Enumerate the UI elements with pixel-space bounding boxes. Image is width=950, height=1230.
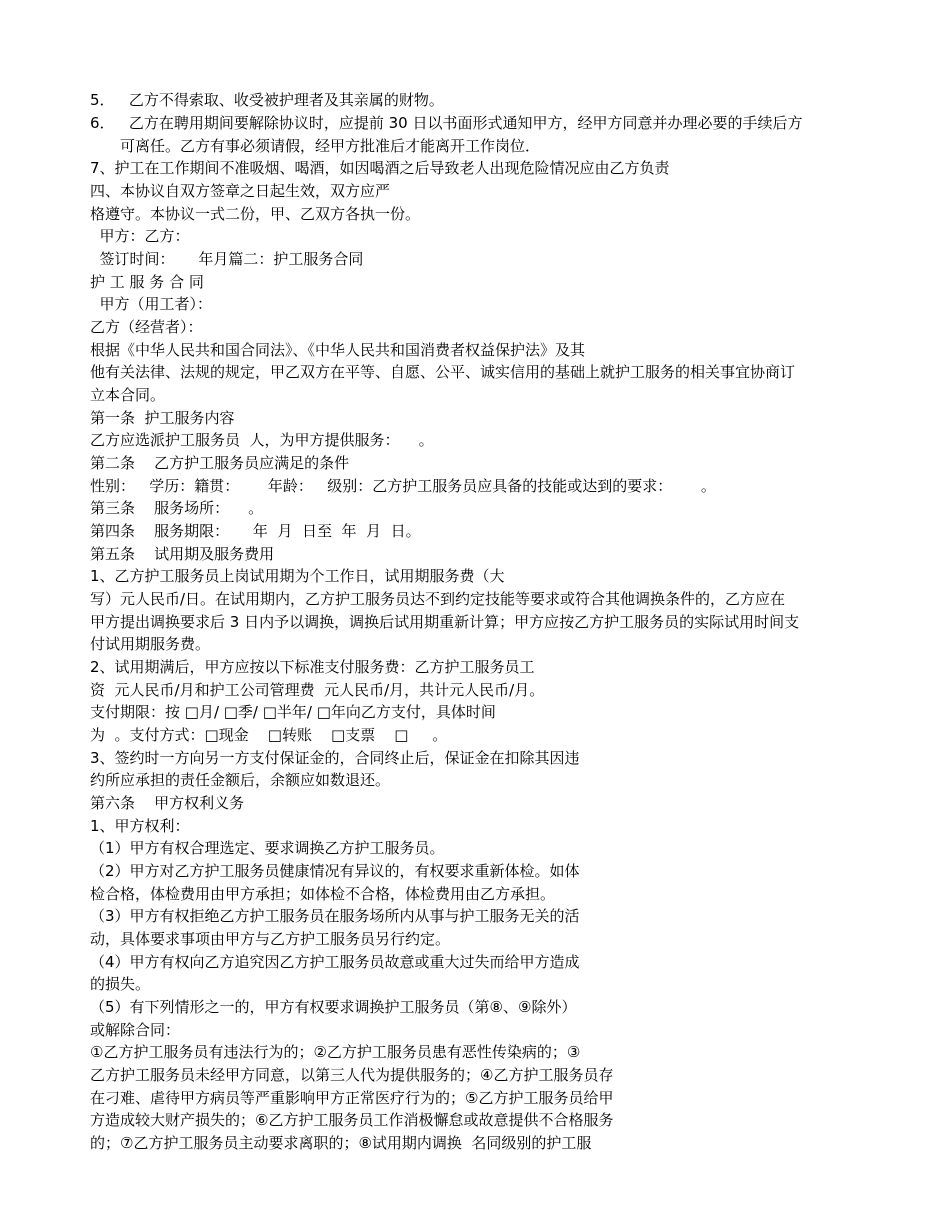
text-line: 乙方护工服务员未经甲方同意，以第三人代为提供服务的；④乙方护工服务员存 [90, 1066, 614, 1084]
text-line: 立本合同。 [90, 386, 166, 404]
text-line: （3）甲方有权拒绝乙方护工服务员在服务场所内从事与护工服务无关的活 [90, 907, 580, 925]
text-line: 甲方（用工者）： [90, 295, 213, 313]
contract-title: 护 工 服 务 合 同 [90, 273, 204, 291]
text-line: 四、本协议自双方签章之日起生效，双方应严 [90, 182, 391, 200]
section-heading: 第二条 乙方护工服务员应满足的条件 [90, 454, 350, 472]
text-line: 付试用期服务费。 [90, 635, 211, 653]
text-line: 根据《中华人民共和国合同法》、《中华人民共和国消费者权益保护法》及其 [90, 341, 586, 359]
text-line: 检合格，体检费用由甲方承担；如体检不合格，体检费用由乙方承担。 [90, 885, 556, 903]
text-line: 方造成较大财产损失的；⑥乙方护工服务员工作消极懈怠或故意提供不合格服务 [90, 1111, 614, 1129]
section-heading: 第六条 甲方权利义务 [90, 794, 245, 812]
text-line: 为 。支付方式：□现金 □转账 □支票 □ 。 [90, 726, 448, 744]
text-line: （5）有下列情形之一的，甲方有权要求调换护工服务员（第⑧、⑨除外） [90, 998, 577, 1016]
text-line: 甲方：乙方： [90, 227, 190, 245]
section-heading: 第三条 服务场所： 。 [90, 499, 264, 517]
text-line: 7、护工在工作期间不准吸烟、喝酒，如因喝酒之后导致老人出现危险情况应由乙方负责 [90, 159, 670, 177]
text-line: 在刁难、虐待甲方病员等严重影响甲方正常医疗行为的；⑤乙方护工服务员给甲 [90, 1089, 614, 1107]
text-line: 约所应承担的责任金额后，余额应如数退还。 [90, 771, 391, 789]
text-line: 性别： 学历：籍贯： 年龄： 级别：乙方护工服务员应具备的技能或达到的要求： 。 [90, 477, 716, 495]
text-line: 签订时间： 年月篇二：护工服务合同 [90, 250, 364, 268]
text-line: 5． 乙方不得索取、收受被护理者及其亲属的财物。 [90, 91, 444, 109]
text-line: 乙方应选派护工服务员 人，为甲方提供服务： 。 [90, 431, 434, 449]
text-line: 的损失。 [90, 975, 151, 993]
text-line: 他有关法律、法规的规定，甲乙双方在平等、自愿、公平、诚实信用的基础上就护工服务的相关事宜协商订 [90, 363, 796, 381]
text-line: 格遵守。本协议一式二份，甲、乙双方各执一份。 [90, 205, 421, 223]
text-line: 支付期限：按 □月/ □季/ □半年/ □年向乙方支付，具体时间 [90, 703, 496, 721]
section-heading: 第四条 服务期限： 年 月 日至 年 月 日。 [90, 522, 421, 540]
text-line: 的；⑦乙方护工服务员主动要求离职的；⑧试用期内调换 名同级别的护工服 [90, 1134, 592, 1152]
text-line: （2）甲方对乙方护工服务员健康情况有异议的，有权要求重新体检。如体 [90, 862, 580, 880]
section-heading: 第五条 试用期及服务费用 [90, 545, 275, 563]
text-line: （1）甲方有权合理选定、要求调换乙方护工服务员。 [90, 839, 445, 857]
text-line: 动，具体要求事项由甲方与乙方护工服务员另行约定。 [90, 930, 451, 948]
text-line: 1、乙方护工服务员上岗试用期为个工作日，试用期服务费（大 [90, 567, 505, 585]
text-line: 2、试用期满后，甲方应按以下标准支付服务费：乙方护工服务员工 [90, 658, 535, 676]
section-heading: 第一条 护工服务内容 [90, 409, 235, 427]
text-line: 甲方提出调换要求后 3 日内予以调换，调换后试用期重新计算；甲方应按乙方护工服务员的实际试用时间支 [90, 613, 800, 631]
text-line: 写）元人民币/日。在试用期内，乙方护工服务员达不到约定技能等要求或符合其他调换条件的，乙方应在 [90, 590, 786, 608]
text-line: 资 元人民币/月和护工公司管理费 元人民币/月，共计元人民币/月。 [90, 681, 545, 699]
text-line: 或解除合同： [90, 1021, 181, 1039]
text-line: 1、甲方权利： [90, 817, 190, 835]
text-line: 乙方（经营者）： [90, 318, 203, 336]
text-line: 6． 乙方在聘用期间要解除协议时，应提前 30 日以书面形式通知甲方，经甲方同意并办理必要的手续后方 [90, 114, 803, 132]
text-line: ①乙方护工服务员有违法行为的；②乙方护工服务员患有恶性传染病的；③ [90, 1043, 581, 1061]
text-line: 可离任。乙方有事必须请假，经甲方批准后才能离开工作岗位． [120, 137, 541, 155]
text-line: 3、签约时一方向另一方支付保证金的，合同终止后，保证金在扣除其因违 [90, 749, 580, 767]
text-line: （4）甲方有权向乙方追究因乙方护工服务员故意或重大过失而给甲方造成 [90, 953, 580, 971]
